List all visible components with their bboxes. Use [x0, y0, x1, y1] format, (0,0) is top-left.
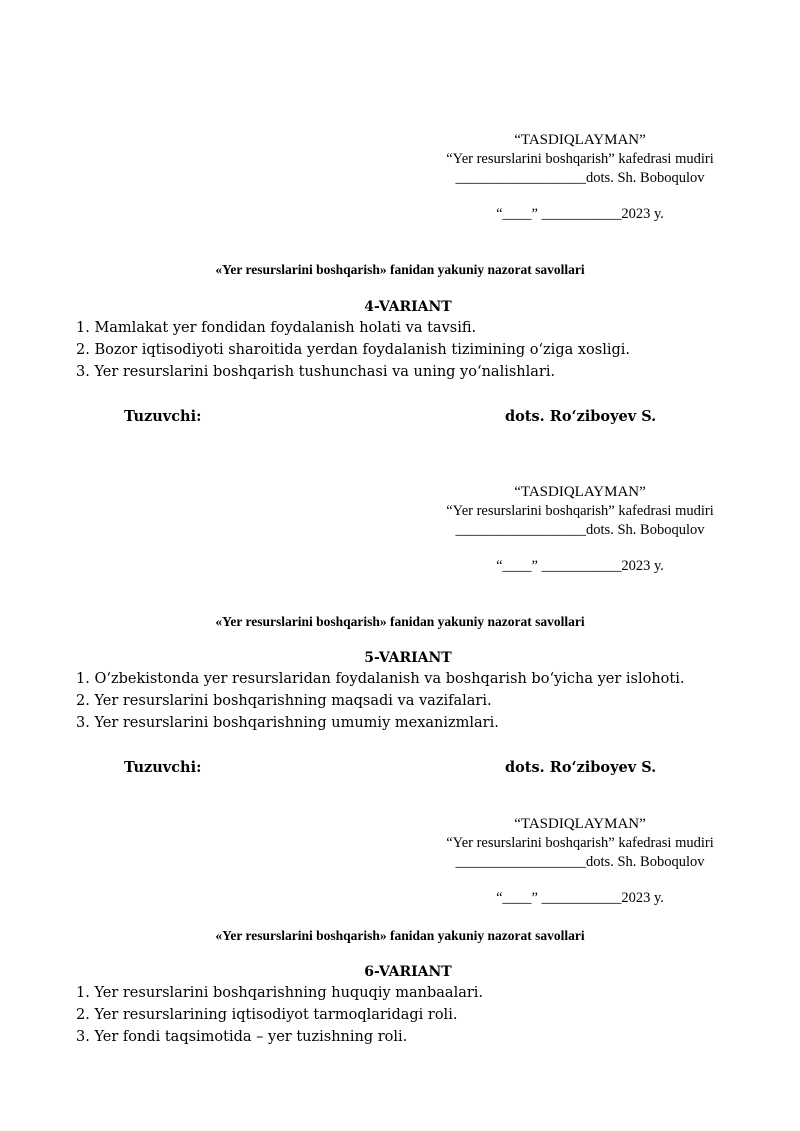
approval-signature: __________________dots. Sh. Boboqulov: [455, 170, 705, 186]
approval-signature: __________________dots. Sh. Boboqulov: [455, 854, 705, 870]
question-item: 3. Yer resurslarini boshqarish tushunchasi va uning yo‘nalishlari.: [76, 364, 556, 380]
question-item: 2. Yer resurslarining iqtisodiyot tarmoqlaridagi roli.: [76, 1007, 458, 1023]
approval-date: “____” ___________2023 y.: [496, 206, 664, 222]
question-item: 1. Mamlakat yer fondidan foydalanish holati va tavsifi.: [76, 320, 477, 336]
approval-position: “Yer resurslarini boshqarish” kafedrasi mudiri: [446, 503, 714, 519]
approval-block-3: [410, 815, 750, 908]
question-item: 1. O‘zbekistonda yer resurslaridan foydalanish va boshqarish bo‘yicha yer islohoti.: [76, 671, 685, 687]
subject-title-1: «Yer resurslarini boshqarish» fanidan yakuniy nazorat savollari: [215, 262, 585, 277]
approval-heading: “TASDIQLAYMAN”: [514, 484, 646, 500]
question-list-1: [76, 317, 776, 383]
subject-title-3: «Yer resurslarini boshqarish» fanidan yakuniy nazorat savollari: [215, 928, 585, 943]
variant-heading-5: 5-VARIANT: [364, 650, 452, 666]
variant-heading-6: 6-VARIANT: [364, 964, 452, 980]
author-label-1: Tuzuvchi:: [124, 408, 202, 425]
approval-heading: “TASDIQLAYMAN”: [514, 816, 646, 832]
author-name-2: dots. Ro‘ziboyev S.: [505, 759, 657, 776]
subject-title-2: «Yer resurslarini boshqarish» fanidan yakuniy nazorat savollari: [215, 614, 585, 629]
approval-position: “Yer resurslarini boshqarish” kafedrasi mudiri: [446, 151, 714, 167]
approval-position: “Yer resurslarini boshqarish” kafedrasi mudiri: [446, 835, 714, 851]
question-item: 3. Yer resurslarini boshqarishning umumiy mexanizmlari.: [76, 715, 499, 731]
approval-signature: __________________dots. Sh. Boboqulov: [455, 522, 705, 538]
approval-date: “____” ___________2023 y.: [496, 890, 664, 906]
question-list-3: [76, 982, 776, 1048]
author-label-2: Tuzuvchi:: [124, 759, 202, 776]
approval-heading: “TASDIQLAYMAN”: [514, 132, 646, 148]
variant-heading-4: 4-VARIANT: [364, 299, 452, 315]
question-list-2: [76, 668, 776, 734]
question-item: 2. Bozor iqtisodiyoti sharoitida yerdan foydalanish tizimining o‘ziga xosligi.: [76, 342, 631, 358]
approval-block-1: [410, 131, 750, 224]
approval-date: “____” ___________2023 y.: [496, 558, 664, 574]
question-item: 1. Yer resurslarini boshqarishning huquqiy manbaalari.: [76, 985, 484, 1001]
author-name-1: dots. Ro‘ziboyev S.: [505, 408, 657, 425]
question-item: 2. Yer resurslarini boshqarishning maqsadi va vazifalari.: [76, 693, 492, 709]
question-item: 3. Yer fondi taqsimotida – yer tuzishning roli.: [76, 1029, 408, 1045]
approval-block-2: [410, 483, 750, 576]
